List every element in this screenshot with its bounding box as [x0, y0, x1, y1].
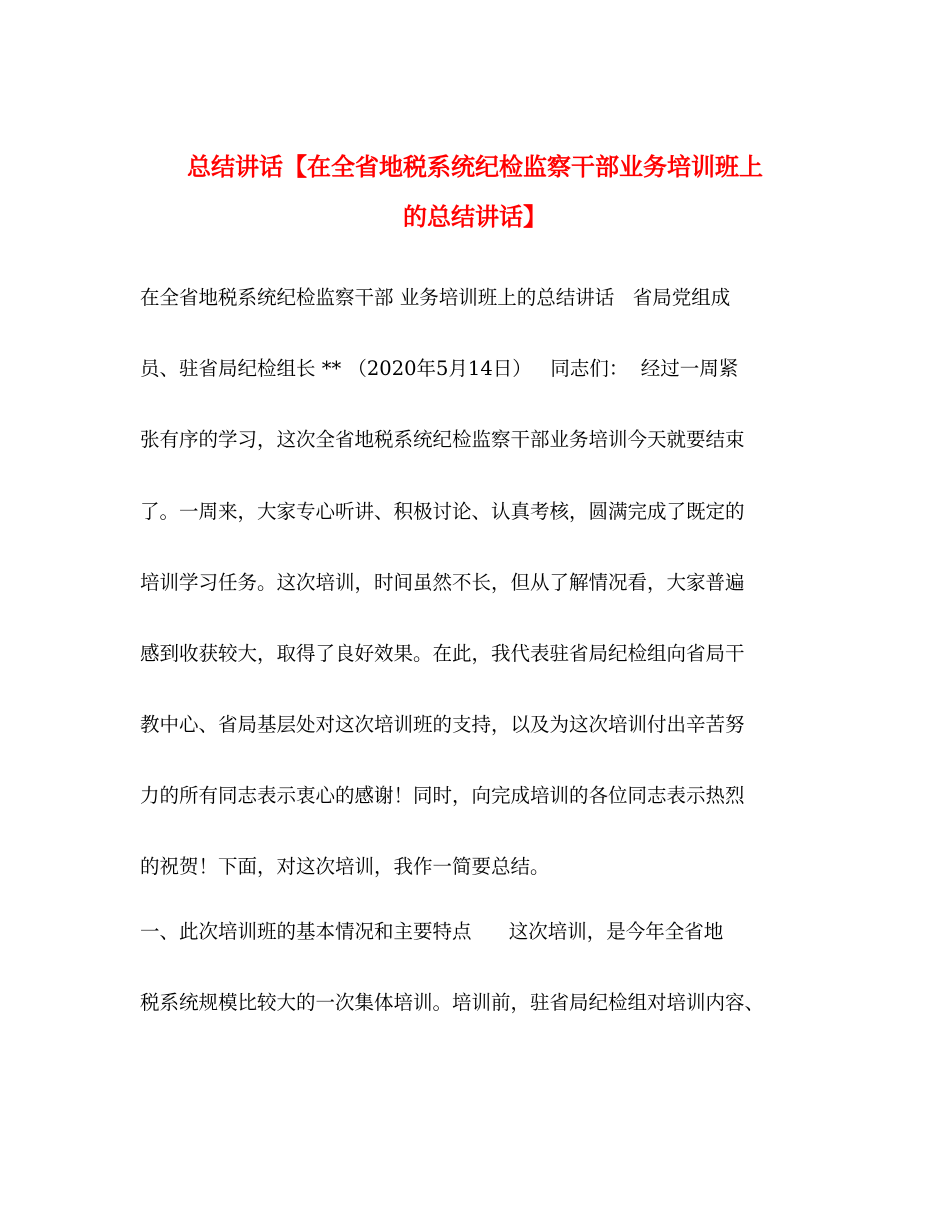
document-title-line-1: 总结讲话【在全省地税系统纪检监察干部业务培训班上 [187, 152, 763, 181]
body-line-2: 员、驻省局纪检组长 ** （2020年5月14日） 同志们： 经过一周紧 [140, 357, 739, 380]
body-line-6: 感到收获较大，取得了良好效果。在此，我代表驻省局纪检组向省局干 [140, 642, 745, 665]
body-line-5: 培训学习任务。这次培训，时间虽然不长，但从了解情况看，大家普遍 [140, 571, 745, 594]
document-title-line-2: 的总结讲话】 [403, 202, 547, 231]
body-line-9: 的祝贺！下面，对这次培训，我作一简要总结。 [140, 855, 550, 878]
body-line-11: 税系统规模比较大的一次集体培训。培训前，驻省局纪检组对培训内容、 [140, 991, 765, 1014]
body-line-8: 力的所有同志表示衷心的感谢！同时，向完成培训的各位同志表示热烈 [140, 784, 745, 807]
body-line-4: 了。一周来，大家专心听讲、积极讨论、认真考核，圆满完成了既定的 [140, 500, 745, 523]
section-heading-line: 一、此次培训班的基本情况和主要特点 这次培训，是今年全省地 [140, 920, 724, 943]
body-line-1: 在全省地税系统纪检监察干部 业务培训班上的总结讲话 省局党组成 [140, 286, 731, 309]
body-line-3: 张有序的学习，这次全省地税系统纪检监察干部业务培训今天就要结束 [140, 428, 745, 451]
body-line-7: 教中心、省局基层处对这次培训班的支持，以及为这次培训付出辛苦努 [140, 713, 745, 736]
